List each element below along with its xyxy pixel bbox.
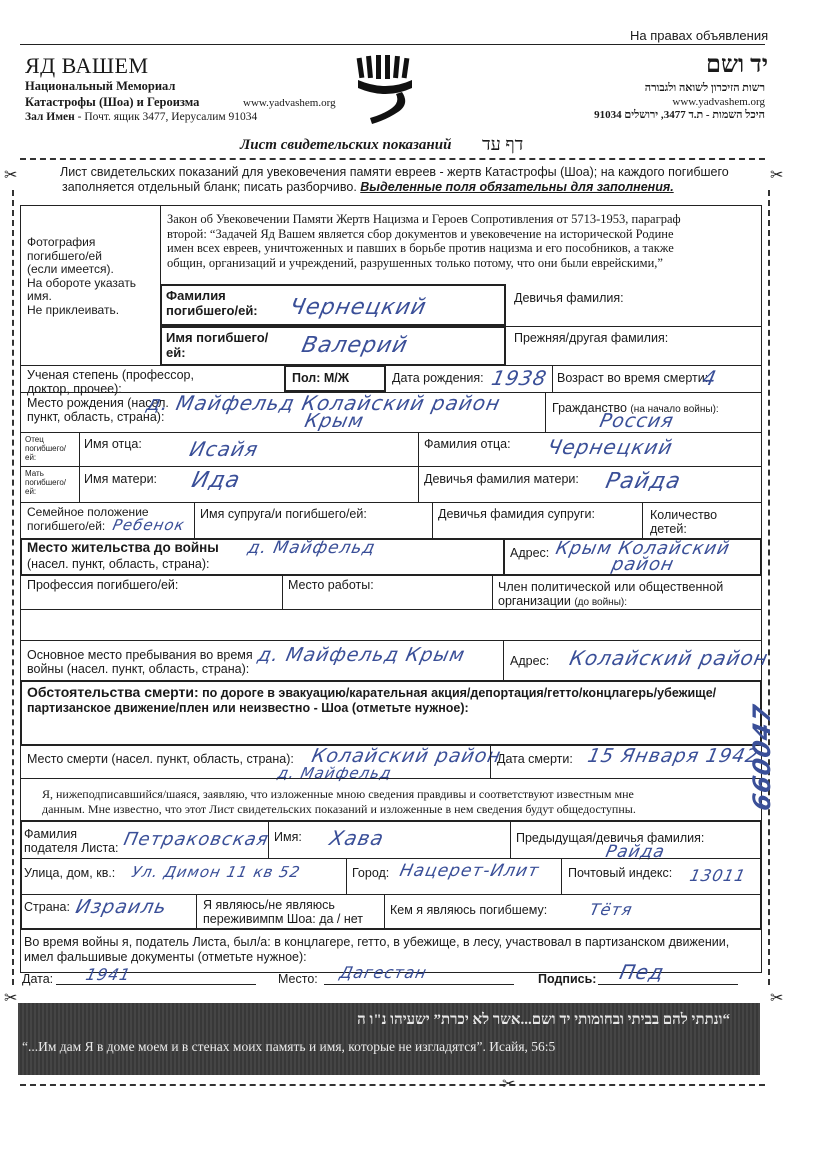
heb-title: יד ושם (706, 52, 768, 78)
photo-note-line: Не приклеивать. (27, 302, 120, 317)
death-place-label: Место смерти (насел. пункт, область, страна): (27, 752, 294, 766)
name-label: Имя погибшего/ей: (166, 330, 269, 360)
signature-value[interactable]: Пед (617, 960, 667, 984)
citizenship-note: (на начало войны): (630, 404, 719, 415)
wartime-value[interactable]: д. Майфельд Крым (255, 644, 468, 666)
maiden-label: Девичья фамилия: (514, 291, 624, 305)
org-line3-rest: - Почт. ящик 3477, Иерусалим 91034 (74, 111, 258, 123)
org-line2: Катастрофы (Шоа) и Героизма (25, 95, 200, 109)
survivor-label: Я являюсь/не являюсь переживимпм Шоа: да / нет (203, 898, 364, 926)
wartime-address-label: Адрес: (510, 654, 550, 668)
form-title: Лист свидетельских показаний (240, 137, 452, 153)
surname-label: Фамилия погибшего/ей: (166, 288, 258, 318)
photo-note-line: погибшего/ей (27, 248, 102, 263)
place-value[interactable]: Дагестан (337, 963, 429, 982)
death-place-value-2[interactable]: д. Майфельд (276, 764, 394, 782)
degree-label: Ученая степень (профессор, доктор, прочее): (27, 368, 194, 396)
place-line (324, 984, 514, 985)
wartime-label: Основное место пребывания во время войны (насел. пункт, область, страна): (27, 648, 253, 676)
cut-line-left (12, 190, 14, 985)
residence-address-2[interactable]: район (609, 554, 677, 575)
scissors-icon: ✂ (502, 1076, 516, 1093)
rule (20, 365, 762, 366)
birthplace-label: Место рождения (насел. пункт, область, страна): (27, 396, 169, 424)
mother-name-label: Имя матери: (84, 472, 158, 486)
rule (552, 365, 553, 392)
intro-line1: Лист свидетельских показаний для увековечения памяти евреев - жертв Катастрофы (Шоа); на каждого погибшего (60, 165, 729, 179)
submitter-wartime-line2: имел фальшивые документы (отметьте нужное): (24, 950, 307, 964)
rule (20, 778, 762, 779)
submitter-name-label: Имя: (274, 830, 302, 844)
birthplace-value-2[interactable]: Крым (302, 410, 367, 432)
law-text (167, 212, 681, 270)
circumstances-options[interactable]: по дороге в эвакуацию/карательная акция/депортация/гетто/концлагерь/убежище/ (198, 686, 717, 700)
heb-line2: היכל השמות - ת.ד 3477, ירושלים 91034 (594, 109, 765, 121)
name-value[interactable]: Валерий (299, 333, 411, 358)
mother-side-label: Мать погибшего/ей: (25, 469, 67, 496)
submitter-prev-value[interactable]: Райда (603, 842, 668, 862)
url-left: www.yadvashem.org (243, 97, 336, 109)
family-label: Семейное положение погибшего/ей: (27, 505, 149, 533)
street-value[interactable]: Ул. Димон 11 кв 52 (130, 863, 303, 881)
children-label: Количество детей: (650, 508, 718, 536)
relation-value[interactable]: Тётя (587, 900, 635, 919)
date-line (56, 984, 256, 985)
rule (20, 502, 762, 503)
rule (346, 858, 347, 894)
father-surname-value[interactable]: Чернецкий (545, 435, 676, 459)
circumstances-line2[interactable]: партизанское движение/плен или неизвестно - Шоа (отметьте нужное): (27, 701, 469, 715)
date-value[interactable]: 1941 (83, 965, 133, 984)
rule (20, 858, 762, 859)
mother-name-value[interactable]: Ида (189, 468, 243, 493)
declaration-line1: Я, нижеподписавшийся/шаяся, заявляю, что изложенные мною сведения правдивы и соответствуют известным мне (42, 787, 634, 801)
work-label: Место работы: (288, 578, 374, 592)
citizenship-value[interactable]: Россия (597, 410, 677, 432)
scissors-icon: ✂ (770, 990, 784, 1007)
rule (642, 502, 643, 538)
org-title: ЯД ВАШЕМ (25, 53, 149, 78)
photo-note-line: Фотография (27, 235, 96, 249)
rule (506, 326, 762, 327)
submitter-wartime-line1: Во время войны я, податель Листа, был/а: в концлагере, гетто, в убежище, в лесу, участвовал в партизанском движении, (24, 935, 730, 949)
spouse-maiden-label: Девичья фамидия супруги: (438, 507, 595, 521)
declaration-line2: данным. Мне известно, что этот Лист свидетельских показаний и изложенные в нем сведения будут общедоступны. (42, 802, 636, 816)
residence-value[interactable]: д. Майфельд (245, 538, 378, 558)
relation-label: Кем я являюсь погибшему: (390, 903, 548, 917)
death-date-value[interactable]: 15 Января 1942 (585, 745, 761, 767)
survivor-options[interactable]: да / нет (319, 912, 364, 926)
country-label: Страна: (24, 900, 70, 914)
law-line: общин, организаций и учреждений, разрушенных только потому, что они были еврейскими,” (167, 255, 663, 270)
rule (20, 466, 762, 467)
death-date-label: Дата смерти: (497, 752, 573, 766)
cut-line-right (768, 190, 770, 985)
family-value[interactable]: Ребенок (111, 516, 187, 534)
rule (20, 640, 762, 641)
rule (282, 576, 283, 609)
signature-label: Подпись: (538, 972, 597, 986)
country-value[interactable]: Израиль (73, 896, 170, 918)
rule (196, 894, 197, 930)
city-label: Город: (352, 866, 390, 880)
surname-value[interactable]: Чернецкий (287, 295, 430, 320)
banner-hebrew: “ונתתי להם בביתי ובחומותי יד ושם...אשר לא יכרת” ישעיהו נ"ו ה (357, 1012, 730, 1028)
city-value[interactable]: Нацерет-Илит (397, 861, 542, 881)
rule (503, 538, 505, 576)
intro-required-note: Выделенные поля обязательны для заполнения. (360, 180, 674, 194)
dob-label: Дата рождения: (392, 371, 484, 385)
rule (20, 432, 762, 433)
father-name-value[interactable]: Исайя (187, 437, 261, 461)
top-note: На правах объявления (630, 28, 769, 43)
cut-line-bottom (20, 1084, 765, 1086)
residence-sub: (насел. пункт, область, страна): (27, 557, 210, 571)
side-number: 660047 (748, 701, 776, 813)
member-note: (до войны): (574, 597, 627, 608)
place-label: Место: (278, 972, 318, 986)
birthplace-value-1[interactable]: д. Майфельд Колайский район (144, 391, 503, 415)
law-line: имен всех евреев, уничтоженных и павших в борьбе против нацизма и его пособников, а также (167, 241, 674, 255)
father-side-label: Отец погибшего/ей: (25, 435, 67, 462)
date-label: Дата: (22, 972, 54, 986)
org-line3-bold: Зал Имен (25, 111, 75, 123)
member-label: Член политической или общественной организации (до войны): (498, 580, 724, 608)
law-line: второй: “Задачей Яд Вашем является сбор документов и увековечение на исторической Родине (167, 226, 674, 241)
intro-line2 (62, 180, 674, 194)
spouse-label: Имя супруга/и погибшего/ей: (200, 507, 367, 521)
street-label: Улица, дом, кв.: (24, 866, 116, 880)
rule (510, 820, 511, 858)
org-line3 (25, 111, 257, 123)
rule (432, 502, 433, 538)
circumstances-label: Обстоятельства смерти: (27, 684, 199, 700)
zip-value[interactable]: 13011 (687, 866, 748, 885)
scissors-icon: ✂ (4, 990, 18, 1007)
photo-note (27, 236, 136, 317)
photo-note-line: На обороте указать (27, 275, 137, 290)
zip-label: Почтовый индекс: (568, 866, 673, 880)
submitter-surname-value[interactable]: Петраковская (121, 829, 271, 850)
scissors-icon: ✂ (4, 167, 18, 184)
rule (561, 858, 562, 894)
mother-maiden-label: Девичья фамилия матери: (424, 472, 579, 486)
rule (79, 432, 80, 502)
father-name-label: Имя отца: (84, 437, 142, 451)
yad-vashem-logo-icon (352, 52, 422, 128)
dob-value[interactable]: 1938 (489, 366, 550, 390)
url-right: www.yadvashem.org (672, 96, 765, 108)
profession-label: Профессия погибшего/ей: (27, 578, 179, 592)
mother-maiden-value[interactable]: Райда (603, 469, 684, 494)
photo-note-line: имя. (27, 289, 52, 303)
residence-address-label: Адрес: (510, 546, 550, 560)
banner-russian: “...Им дам Я в доме моем и в стенах моих память и имя, которые не изгладятся”. Исайя, 56:5 (22, 1039, 556, 1054)
death-place-value-1[interactable]: Колайский район (309, 745, 504, 767)
residence-label: Место жительства до войны (27, 540, 219, 555)
intro-line2a: заполняется отдельный бланк; писать разборчиво. (62, 180, 361, 194)
submitter-name-value[interactable]: Хава (327, 826, 387, 850)
top-rule (20, 44, 765, 45)
photo-note-line: (если имеется). (27, 262, 114, 276)
signature-line (598, 984, 738, 985)
circumstances-text (27, 684, 759, 701)
rule (194, 502, 195, 538)
submitter-surname-label: Фамилия подателя Листа: (24, 827, 119, 855)
rule (503, 640, 504, 680)
rule (20, 894, 762, 895)
heb-line1: רשות הזיכרון לשואה ולגבורה (644, 82, 765, 94)
scissors-icon: ✂ (770, 167, 784, 184)
sex-label[interactable]: Пол: М/Ж (292, 371, 350, 385)
rule (20, 609, 762, 610)
wartime-address-value[interactable]: Колайский район (567, 646, 771, 670)
rule (545, 392, 546, 432)
rule (384, 894, 385, 930)
cut-line-top (20, 158, 765, 160)
residence-address-1[interactable]: Крым Колайский (553, 538, 733, 559)
submitter-prev-label: Предыдущая/девичья фамилия: (516, 831, 705, 845)
father-surname-label: Фамилия отца: (424, 437, 511, 451)
law-line: Закон об Увековечении Памяти Жертв Нацизма и Героев Сопротивления от 5713-1953, параграф (167, 212, 681, 226)
age-label: Возраст во время смерти: (557, 371, 709, 385)
rule (268, 820, 269, 858)
form-title-heb: דף עד (482, 134, 524, 154)
age-value[interactable]: 4 (700, 366, 720, 390)
rule (492, 576, 493, 609)
rule (490, 746, 491, 778)
rule (418, 432, 419, 502)
prev-surname-label: Прежняя/другая фамилия: (514, 331, 669, 345)
org-line1: Национальный Мемориал (25, 79, 176, 93)
citizenship-label: Гражданство (на начало войны): (552, 401, 719, 415)
